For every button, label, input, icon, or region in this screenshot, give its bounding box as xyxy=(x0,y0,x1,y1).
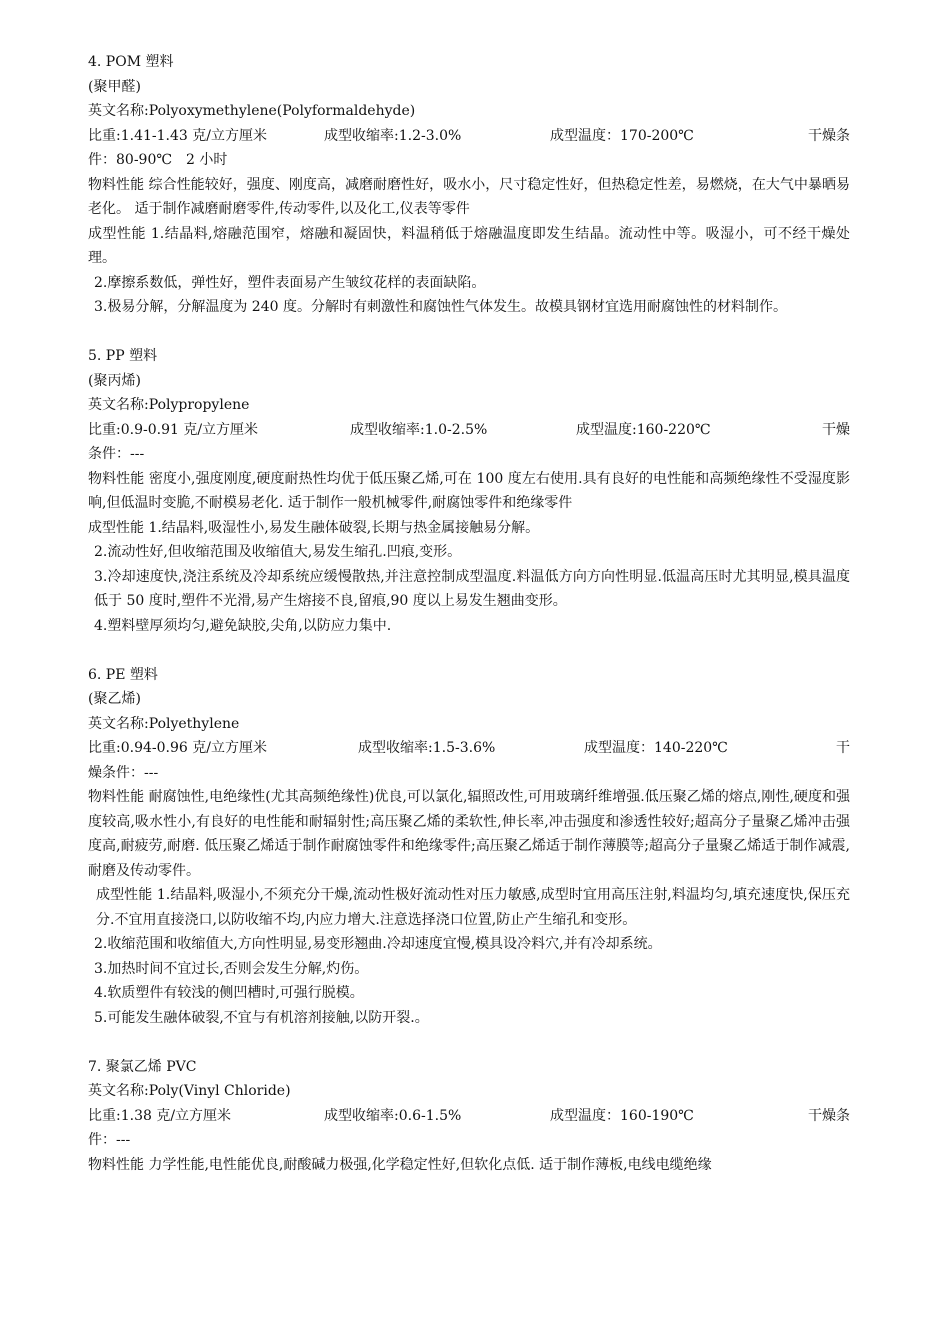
section-heading: 7. 聚氯乙烯 PVC xyxy=(88,1058,197,1075)
section-subtitle: (聚乙烯) xyxy=(88,691,141,707)
drying-conditions: 条件：--- xyxy=(88,446,145,462)
material-properties: 物料性能 综合性能较好，强度、刚度高，减磨耐磨性好，吸水小，尺寸稳定性好，但热稳定性差，易燃烧，在大气中暴晒易老化。 适于制作减磨耐磨零件,传动零件,以及化工,仪表等零件 xyxy=(88,176,850,217)
shrinkage-value: 成型收缩率:0.6-1.5% xyxy=(324,1107,462,1124)
section-subtitle: (聚丙烯) xyxy=(88,372,141,389)
molding-note-1: 成型性能 1.结晶料,吸湿性小,易发生融体破裂,长期与热金属接触易分解。 xyxy=(88,519,540,536)
spec-row xyxy=(88,736,850,761)
drying-label: 干燥条 xyxy=(808,1107,850,1124)
spec-row xyxy=(88,1104,850,1129)
drying-label: 干燥 xyxy=(822,421,850,438)
shrinkage-value: 成型收缩率:1.2-3.0% xyxy=(324,127,462,144)
section-heading: 4. POM 塑料 xyxy=(88,54,174,70)
section-pe xyxy=(88,663,850,1031)
molding-note-1: 成型性能 1.结晶料,熔融范围窄，熔融和凝固快，料温稍低于熔融温度即发生结晶。流动性中等。吸湿小，可不经干燥处理。 xyxy=(88,225,850,266)
english-name: 英文名称:Polyethylene xyxy=(88,715,240,732)
material-properties: 物料性能 力学性能,电性能优良,耐酸碱力极强,化学稳定性好,但软化点低. 适于制作薄板,电线电缆绝缘 xyxy=(88,1156,712,1173)
molding-note-4: 4.塑料壁厚须均匀,避免缺胶,尖角,以防应力集中. xyxy=(94,617,392,634)
molding-temperature: 成型温度:160-220℃ xyxy=(576,421,711,438)
molding-note-1: 成型性能 1.结晶料,吸湿小,不须充分干燥,流动性极好流动性对压力敏感,成型时宜用高压注射,料温均匀,填充速度快,保压充分.不宜用直接浇口,以防收缩不均,内应力增大.注意选择浇口位置,防止产生缩孔和变形。 xyxy=(96,887,850,928)
molding-note-3: 3.极易分解，分解温度为 240 度。分解时有刺激性和腐蚀性气体发生。故模具钢材宜选用耐腐蚀性的材料制作。 xyxy=(94,299,787,315)
document-page xyxy=(88,50,850,1202)
spec-row xyxy=(88,124,850,149)
material-properties: 物料性能 密度小,强度刚度,硬度耐热性均优于低压聚乙烯,可在 100 度左右使用.具有良好的电性能和高频绝缘性不受湿度影响,但低温时变脆,不耐模易老化. 适于制作一般机械零件,耐腐蚀零件和绝缘零件 xyxy=(88,470,850,511)
molding-note-3: 3.冷却速度快,浇注系统及冷却系统应缓慢散热,并注意控制成型温度.料温低方向方向性明显.低温高压时尤其明显,模具温度低于 50 度时,塑件不光滑,易产生熔接不良,留痕,90 度以上易发生翘曲变形。 xyxy=(94,568,850,609)
molding-note-2: 2.流动性好,但收缩范围及收缩值大,易发生缩孔.凹痕,变形。 xyxy=(94,544,462,560)
molding-temperature: 成型温度：170-200℃ xyxy=(550,127,694,144)
molding-temperature: 成型温度：140-220℃ xyxy=(584,740,728,756)
drying-conditions: 件：--- xyxy=(88,1132,131,1148)
drying-conditions: 燥条件：--- xyxy=(88,764,159,781)
shrinkage-value: 成型收缩率:1.5-3.6% xyxy=(358,740,496,756)
spec-row xyxy=(88,418,850,443)
molding-note-5: 5.可能发生融体破裂,不宜与有机溶剂接触,以防开裂.。 xyxy=(94,1009,429,1026)
density-value: 比重:0.94-0.96 克/立方厘米 xyxy=(88,740,267,756)
section-pp xyxy=(88,344,850,638)
shrinkage-value: 成型收缩率:1.0-2.5% xyxy=(350,421,488,438)
section-subtitle: (聚甲醛) xyxy=(88,78,141,95)
drying-conditions: 件：80-90℃ 2 小时 xyxy=(88,152,228,168)
molding-note-2: 2.收缩范围和收缩值大,方向性明显,易变形翘曲.冷却速度宜慢,模具设冷料穴,并有冷却系统。 xyxy=(94,936,662,952)
drying-label: 干 xyxy=(836,740,850,756)
molding-note-4: 4.软质塑件有较浅的侧凹槽时,可强行脱模。 xyxy=(94,985,364,1001)
molding-note-2: 2.摩擦系数低，弹性好，塑件表面易产生皱纹花样的表面缺陷。 xyxy=(94,274,486,291)
density-value: 比重:1.38 克/立方厘米 xyxy=(88,1107,232,1124)
density-value: 比重:1.41-1.43 克/立方厘米 xyxy=(88,127,267,144)
molding-temperature: 成型温度：160-190℃ xyxy=(550,1107,694,1124)
section-heading: 5. PP 塑料 xyxy=(88,348,158,364)
section-heading: 6. PE 塑料 xyxy=(88,666,158,683)
section-pom xyxy=(88,50,850,320)
english-name: 英文名称:Polyoxymethylene(Polyformaldehyde) xyxy=(88,103,416,119)
molding-note-3: 3.加热时间不宜过长,否则会发生分解,灼伤。 xyxy=(94,960,369,977)
drying-label: 干燥条 xyxy=(808,127,850,144)
english-name: 英文名称:Polypropylene xyxy=(88,397,250,413)
section-pvc xyxy=(88,1055,850,1178)
english-name: 英文名称:Poly(Vinyl Chloride) xyxy=(88,1083,291,1099)
density-value: 比重:0.9-0.91 克/立方厘米 xyxy=(88,421,259,438)
material-properties: 物料性能 耐腐蚀性,电绝缘性(尤其高频绝缘性)优良,可以氯化,辐照改性,可用玻璃纤维增强.低压聚乙烯的熔点,刚性,硬度和强度较高,吸水性小,有良好的电性能和耐辐射性;高压聚乙烯的柔软性,伸长率,冲击强度和渗透性较好;超高分子量聚乙烯冲击强度高,耐疲劳,耐磨. 低压聚乙烯适于制作耐腐蚀零件和绝缘零件;高压聚乙烯适于制作薄膜等;超高分子量聚乙烯适于制作减震,耐磨及传动零件。 xyxy=(88,789,850,879)
